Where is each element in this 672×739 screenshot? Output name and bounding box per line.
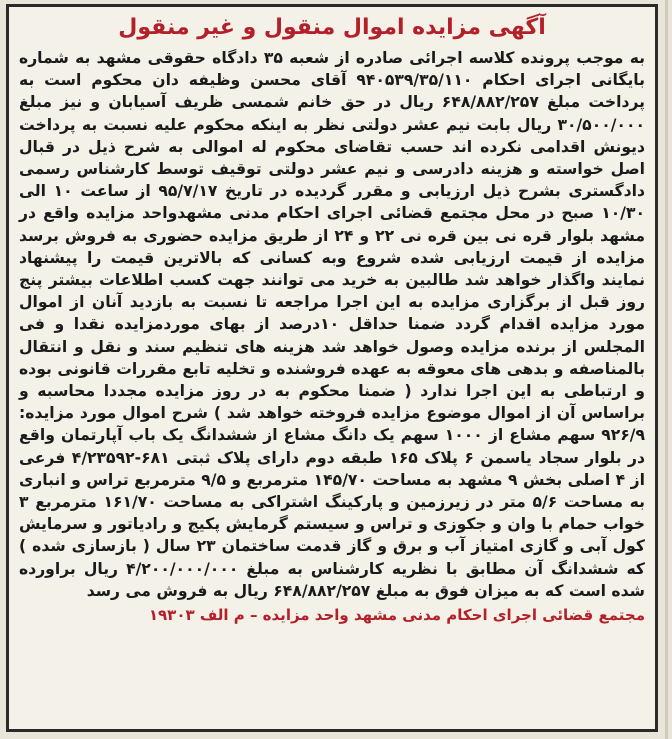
auction-notice-box <box>6 4 658 732</box>
page-edge-shadow <box>665 0 668 739</box>
notice-title: آگهی مزایده اموال منقول و غیر منقول <box>118 15 546 40</box>
notice-body: به موجب پرونده کلاسه اجرائی صادره از شعبه ۳۵ دادگاه حقوقی مشهد به شماره بایگانی اجرای احکام ۹۴۰۵۳۹/۳۵/۱۱۰ آقای محسن وظیفه دان محکوم است به پرداخت مبلغ ۶۴۸/۸۸۲/۲۵۷ ریال در حق خانم شمسی ظریف آسیابان و نیز مبلغ ۳۰/۵۰۰/۰۰۰ ریال بابت نیم عشر دولتی نظر به اینکه محکوم علیه نسبت به پرداخت دیونش اقدامی نکرده اند حسب تقاضای محکوم له اموالی به شرح ذیل در قبال اصل خواسته و هزینه دادرسی و نیم عشر دولتی توقیف توسط کارشناس رسمی دادگستری بشرح ذیل ارزیابی و مقرر گردیده در تاریخ ۹۵/۷/۱۷ از ساعت ۱۰ الی ۱۰/۳۰ صبح در محل مجتمع قضائی اجرای احکام مدنی مشهدواحد مزایده واقع در مشهد بلوار قره نی بین قره نی ۲۲ و ۲۴ از طریق مزایده حضوری به فروش برسد مزایده از قیمت ارزیابی شده شروع وبه کسانی که بالاترین قیمت را پیشنهاد نمایند واگذار خواهد شد طالبین به خرید می توانند جهت کسب اطلاعات بیشتر پنج روز قبل از برگزاری مزایده به این اجرا مراجعه تا نسبت به بازدید آنان از اموال مورد مزایده اقدام گردد ضمنا حداقل ۱۰درصد از بهای موردمزایده نقدا و فی المجلس از برنده مزایده وصول خواهد شد هزینه های تنظیم سند و نقل و انتقال بالمناصفه و بدهی های معوقه به عهده فروشنده و تخلیه تابع مقررات قانونی بوده و ارتباطی به این اجرا ندارد ( ضمنا محکوم به در روز مزایده مجددا محاسبه و براساس آن از اموال موضوع مزایده فروخته خواهد شد ) شرح اموال مورد مزایده: ۹۲۶/۹ سهم مشاع از ۱۰۰۰ سهم یک دانگ مشاع از ششدانگ یک باب آپارتمان واقع در بلوار سجاد یاسمن ۶ پلاک ۱۶۵ طبقه دوم دارای پلاک ثبتی ۶۸۱-۴/۲۳۵۹۲ فرعی از ۴ اصلی بخش ۹ مشهد به مساحت ۱۴۵/۷۰ مترمربع و ۹/۵ مترمربع تراس و انباری به مساحت ۵/۶ متر در زیرزمین و پارکینگ اشتراکی به مساحت ۱۶۱/۷۰ مترمربع ۳ خواب حمام با وان و جکوزی و تراس و سیستم گرمایش پکیج و رادیاتور و سرمایش کول آبی و گازی امتیاز آب و برق و گاز قدمت ساختمان ۲۳ سال ( بازسازی شده ) که ششدانگ آن مطابق با نظریه کارشناس به مبلغ ۴/۲۰۰/۰۰۰/۰۰۰ ریال براورده شده است که به میزان فوق به مبلغ ۶۴۸/۸۸۲/۲۵۷ ریال به فروش می رسد <box>19 49 646 600</box>
notice-footer-signature: مجتمع قضائی اجرای احکام مدنی مشهد واحد مزایده – م الف ۱۹۳۰۳ <box>148 606 645 625</box>
